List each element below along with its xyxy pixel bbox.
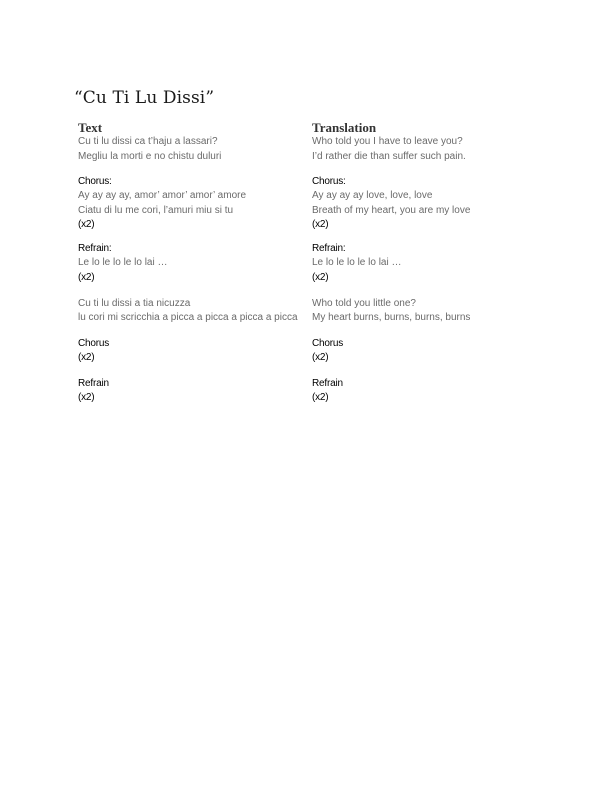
refrain-repeat: (x2) bbox=[78, 271, 95, 283]
translation-column-heading: Translation bbox=[312, 120, 377, 135]
verse1-line: Who told you I have to leave you? bbox=[312, 136, 463, 147]
refrain-label: Refrain: bbox=[78, 243, 112, 254]
chorus-line: Ciatu di lu me cori, l’amuri miu si tu bbox=[78, 204, 234, 216]
verse2-line: Who told you little one? bbox=[312, 297, 416, 309]
refrain-label: Refrain: bbox=[312, 243, 346, 254]
chorus-repeat: (x2) bbox=[78, 219, 95, 230]
verse1-line: I’d rather die than suffer such pain. bbox=[312, 150, 466, 162]
refrain-label: Refrain bbox=[78, 377, 109, 389]
refrain-repeat: (x2) bbox=[312, 271, 329, 283]
verse1-line: Cu ti lu dissi ca t’haju a lassari? bbox=[78, 136, 218, 147]
chorus-line: Ay ay ay ay love, love, love bbox=[312, 190, 433, 201]
chorus-label: Chorus: bbox=[78, 176, 112, 187]
page-title: “Cu Ti Lu Dissi” bbox=[74, 88, 215, 108]
chorus-label: Chorus: bbox=[312, 176, 346, 187]
refrain-label: Refrain bbox=[312, 377, 343, 389]
text-column-heading: Text bbox=[78, 120, 103, 135]
verse2-line: Cu ti lu dissi a tia nicuzza bbox=[78, 297, 191, 309]
chorus-line: Ay ay ay ay, amor’ amor’ amor’ amore bbox=[78, 190, 247, 201]
refrain-line: Le lo le lo le lo lai … bbox=[312, 257, 402, 268]
chorus-line: Breath of my heart, you are my love bbox=[312, 204, 471, 216]
refrain-repeat: (x2) bbox=[312, 391, 329, 403]
chorus-label: Chorus bbox=[312, 337, 344, 349]
verse2-line: lu cori mi scricchia a picca a picca a picca a picca bbox=[78, 312, 298, 323]
verse1-line: Megliu la morti e no chistu duluri bbox=[78, 150, 222, 162]
translation-column bbox=[312, 120, 547, 405]
refrain-line: Le lo le lo le lo lai … bbox=[78, 257, 168, 268]
chorus-label: Chorus bbox=[78, 337, 110, 349]
lyrics-text-column bbox=[78, 120, 313, 405]
refrain-repeat: (x2) bbox=[78, 391, 95, 403]
verse2-line: My heart burns, burns, burns, burns bbox=[312, 312, 471, 323]
chorus-repeat: (x2) bbox=[312, 219, 329, 230]
chorus-repeat: (x2) bbox=[78, 351, 95, 363]
chorus-repeat: (x2) bbox=[312, 351, 329, 363]
